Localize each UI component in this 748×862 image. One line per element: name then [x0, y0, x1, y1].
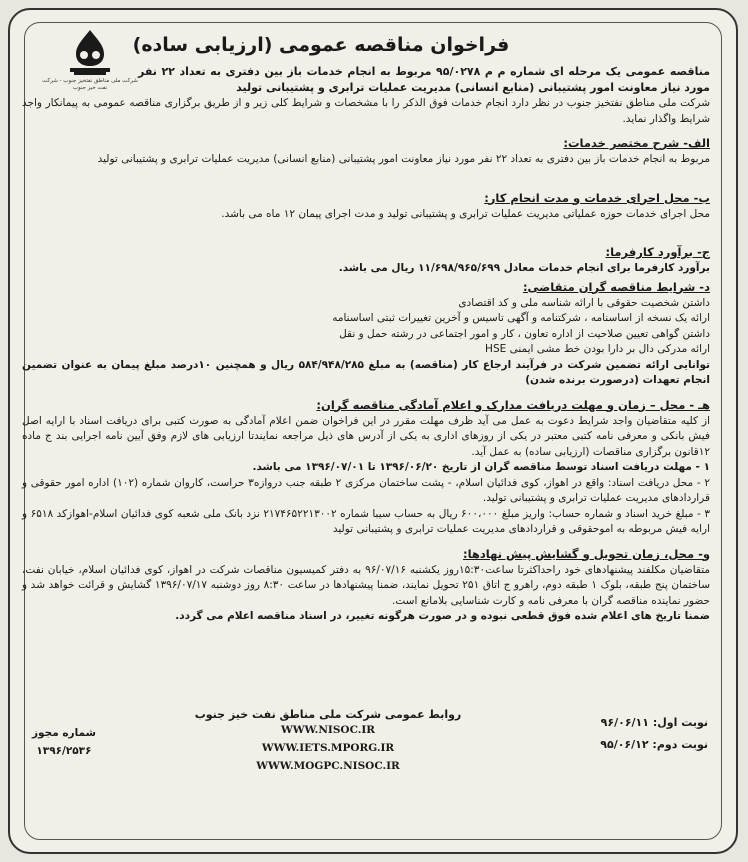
section-d-item-3: داشتن گواهی تعیین صلاحیت از اداره تعاون ، کار و امور اجتماعی در رشته حمل و نقل: [339, 327, 710, 340]
second-publication: نوبت دوم: ۹۵/۰۶/۱۲: [600, 738, 708, 751]
section-c-text: برآورد کارفرما برای انجام خدمات معادل ۱۱/۶۹۸/۹۶۵/۶۹۹ ریال می باشد.: [338, 262, 710, 274]
section-a-heading: الف- شرح مختصر خدمات:: [563, 136, 710, 150]
notice-footer: [22, 704, 708, 782]
section-d-guarantee: توانایی ارائه تضمین شرکت در فرآیند ارجاع کار (مناقصه) به مبلغ ۵۸۴/۹۴۸/۲۸۵ ریال و همچنین ۱۰درصد مبلغ پیمان به عنوان تضمین انجام تعهدات (درصورت برنده شدن): [22, 358, 710, 386]
section-e-item-3: ۳ - مبلغ خرید اسناد و شماره حساب: واریز مبلغ ۶۰۰،۰۰۰ ریال به حساب سیبا شماره ۲۱۷۴۶۵۲۲۱۳۰۰۲ نزد بانک ملی شعبه کوی فدائیان اسلام-اهوازکد ۶۵۱۸ و ارایه فیش مربوطه به اموحقوقی و قراردادهای مدیریت عملیات ترابری و پشتیبانی تولید: [22, 507, 710, 535]
section-d-heading: د- شرایط مناقصه گران متقاضی:: [522, 279, 710, 294]
section-e-text: از کلیه متقاضیان واجد شرایط دعوت به عمل می آید ظرف مهلت مقرر در این فراخوان ضمن اعلام آمادگی به صورت کتبی برای دریافت اسناد با ارایه اصل فیش بانکی و معرفی نامه کتبی معتبر در یکی از روزهای اداری به یکی از آدرس های ذیل مراجعه نمایندتا ارزیابی های لازم وفق آیین نامه اجرایی بند ج ماده ۱۲قانون برگزاری مناقصات (ارزیابی ساده) به عمل آید.: [22, 414, 710, 458]
section-b-text: محل اجرای خدمات حوزه عملیاتی مدیریت عملیات ترابری و پشتیبانی تولید و مدت اجرای پیمان ۱۲ ماه می باشد.: [221, 207, 710, 220]
website-iets[interactable]: WWW.IETS.MPORG.IR: [261, 742, 395, 754]
website-mogpc[interactable]: WWW.MOGPC.NISOC.IR: [256, 760, 400, 772]
section-d-item-1: داشتن شخصیت حقوقی با ارائه شناسه ملی و کد اقتصادی: [458, 296, 710, 309]
section-e-item-2: ۲ - محل دریافت اسناد: واقع در اهواز، کوی فدائیان اسلام، - پشت ساختمان مرکزی ۲ طبقه جنب دروازه۳ حراست، کاروان شماره (۱۰۲) اداره امور حقوقی و قراردادهای مدیریت عملیات ترابری و پشتیبانی تولید.: [22, 476, 710, 504]
section-f-note: ضمنا تاریخ های اعلام شده فوق قطعی نبوده و در صورت هرگونه تغییر، در اسناد مناقصه اعلام می گردد.: [175, 610, 710, 622]
publication-dates: [600, 712, 708, 756]
logo-caption: شرکت ملی مناطق نفتخیز جنوب - شرکت نفت خیز جنوب: [42, 78, 138, 91]
intro-text: شرکت ملی مناطق نفتخیز جنوب در نظر دارد انجام خدمات فوق الذکر را با مشخصات و شرایط کلی زیر و از طریق برگزاری مناقصه عمومی به پیمانکار واجد شرایط واگذار نماید.: [22, 97, 710, 125]
website-nisoc[interactable]: WWW.NISOC.IR: [280, 724, 376, 736]
section-e-heading: هـ - محل – زمان و مهلت دریافت مدارک و اعلام آمادگی مناقصه گران:: [316, 397, 710, 412]
section-d-item-4: ارائه مدرکی دال بر دارا بودن خط مشی ایمنی HSE: [485, 343, 710, 355]
section-b-heading: ب- محل اجرای خدمات و مدت انجام کار:: [484, 190, 710, 205]
notice-body: [22, 30, 710, 625]
first-publication: نوبت اول: ۹۶/۰۶/۱۱: [600, 716, 708, 729]
public-relations-title: روابط عمومی شرکت ملی مناطق نفت خیز جنوب: [194, 708, 462, 721]
public-relations-block: [188, 708, 468, 775]
permit-label: شماره مجوز: [32, 727, 96, 739]
section-f-text: متقاضیان مکلفند پیشنهادهای خود راحداکثرتا ساعت۱۵:۳۰روز یکشنبه ۹۶/۰۷/۱۶ به دفتر کمیسیون مناقصات شرکت در اهواز، کوی فدائیان اسلام، خیابان نفت، ساختمان پنج طبقه، بلوک ۱ طبقه دوم، راهرو ج اتاق ۲۵۱ تحویل نمایند، ضمنا پیشنهادها در ساعت ۸:۳۰ روز دوشنبه ۱۳۹۶/۰۷/۱۷ گشایش و قرائت خواهد شد و حضور نماینده مناقصه گران با معرفی نامه و کارت شناسایی بلامانع است.: [22, 563, 711, 607]
permit-number: ۱۳۹۶/۲۵۳۶: [36, 745, 92, 757]
section-e-item-1: ۱ - مهلت دریافت اسناد توسط مناقصه گران از تاریخ ۱۳۹۶/۰۶/۲۰ تا ۱۳۹۶/۰۷/۰۱ می باشد.: [252, 461, 710, 473]
notice-title: فراخوان مناقصه عمومی (ارزیابی ساده): [132, 34, 510, 56]
permit-block: [32, 724, 96, 760]
section-f-heading: و- محل، زمان تحویل و گشایش پیش نهادها:: [463, 546, 710, 561]
intro-headline: مناقصه عمومی یک مرحله ای شماره م م ۹۵/۰۲۷۸ مربوط به انجام خدمات باز بین دفتری به تعداد ۲۲ نفر مورد نیاز معاونت امور پشتیبانی (منابع انسانی) مدیریت عملیات ترابری و پشتیبانی تولید: [138, 65, 710, 94]
section-a-text: مربوط به انجام خدمات باز بین دفتری به تعداد ۲۲ نفر مورد نیاز معاونت امور پشتیبانی (منابع انسانی) مدیریت عملیات ترابری و پشتیبانی تولید: [97, 153, 710, 165]
section-c-heading: ج- برآورد کارفرما:: [605, 245, 710, 259]
section-d-item-2: ارائه یک نسخه از اساسنامه ، شرکتنامه و آگهی تاسیس و آخرین تغییرات ثبتی اساسنامه: [332, 312, 710, 324]
